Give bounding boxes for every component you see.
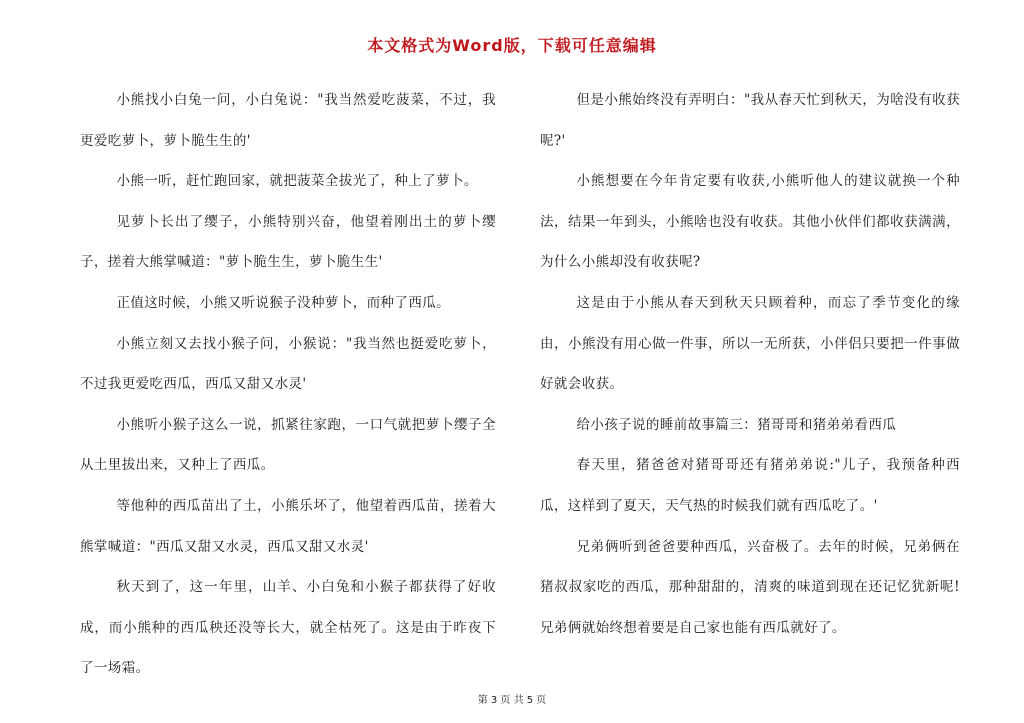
paragraph: 兄弟俩听到爸爸要种西瓜，兴奋极了。去年的时候，兄弟俩在猪叔叔家吃的西瓜，那种甜甜的，清爽的味道到现在还记忆犹新呢!兄弟俩就始终想着要是自己家也能有西瓜就好了。 (540, 538, 960, 636)
paragraph: 但是小熊始终没有弄明白："我从春天忙到秋天，为啥没有收获呢?' (540, 92, 960, 149)
paragraph: 等他种的西瓜苗出了土，小熊乐坏了，他望着西瓜苗，搓着大熊掌喊道："西瓜又甜又水灵，西瓜又甜又水灵' (80, 497, 496, 555)
left-text-column (80, 80, 496, 689)
paragraph: 小熊找小白兔一问，小白兔说："我当然爱吃菠菜，不过，我更爱吃萝卜，萝卜脆生生的' (80, 92, 496, 149)
paragraph: 春天里，猪爸爸对猪哥哥还有猪弟弟说:"儿子，我预备种西瓜，这样到了夏天，天气热的时候我们就有西瓜吃了。' (540, 457, 960, 514)
paragraph: 小熊一听，赶忙跑回家，就把菠菜全拔光了，种上了萝卜。 (116, 173, 478, 190)
right-text-column (540, 80, 960, 648)
document-header-title: 本文格式为Word版，下载可任意编辑 (367, 36, 657, 55)
paragraph: 小熊想要在今年肯定要有收获,小熊听他人的建议就换一个种法，结果一年到头，小熊啥也没有收获。其他小伙伴们都收获满满，为什么小熊却没有收获呢? (540, 173, 960, 271)
section-heading: 给小孩子说的睡前故事篇三：猪哥哥和猪弟弟看西瓜 (576, 416, 897, 433)
paragraph: 小熊立刻又去找小猴子问，小猴说："我当然也挺爱吃萝卜，不过我更爱吃西瓜，西瓜又甜又水灵' (80, 335, 496, 393)
paragraph: 秋天到了，这一年里，山羊、小白兔和小猴子都获得了好收成，而小熊种的西瓜秧还没等长大，就全枯死了。这是由于昨夜下了一场霜。 (80, 579, 496, 677)
paragraph: 正值这时候，小熊又听说猴子没种萝卜，而种了西瓜。 (116, 294, 451, 311)
paragraph: 见萝卜长出了缨子，小熊特别兴奋，他望着刚出土的萝卜缨子，搓着大熊掌喊道："萝卜脆生生，萝卜脆生生' (80, 213, 496, 271)
paragraph: 这是由于小熊从春天到秋天只顾着种，而忘了季节变化的缘由，小熊没有用心做一件事，所以一无所获，小伴侣只要把一件事做好就会收获。 (540, 294, 960, 393)
page-number: 第 3 页 共 5 页 (477, 695, 547, 706)
paragraph: 小熊听小猴子这么一说，抓紧往家跑，一口气就把萝卜缨子全从土里拔出来，又种上了西瓜。 (80, 416, 496, 474)
